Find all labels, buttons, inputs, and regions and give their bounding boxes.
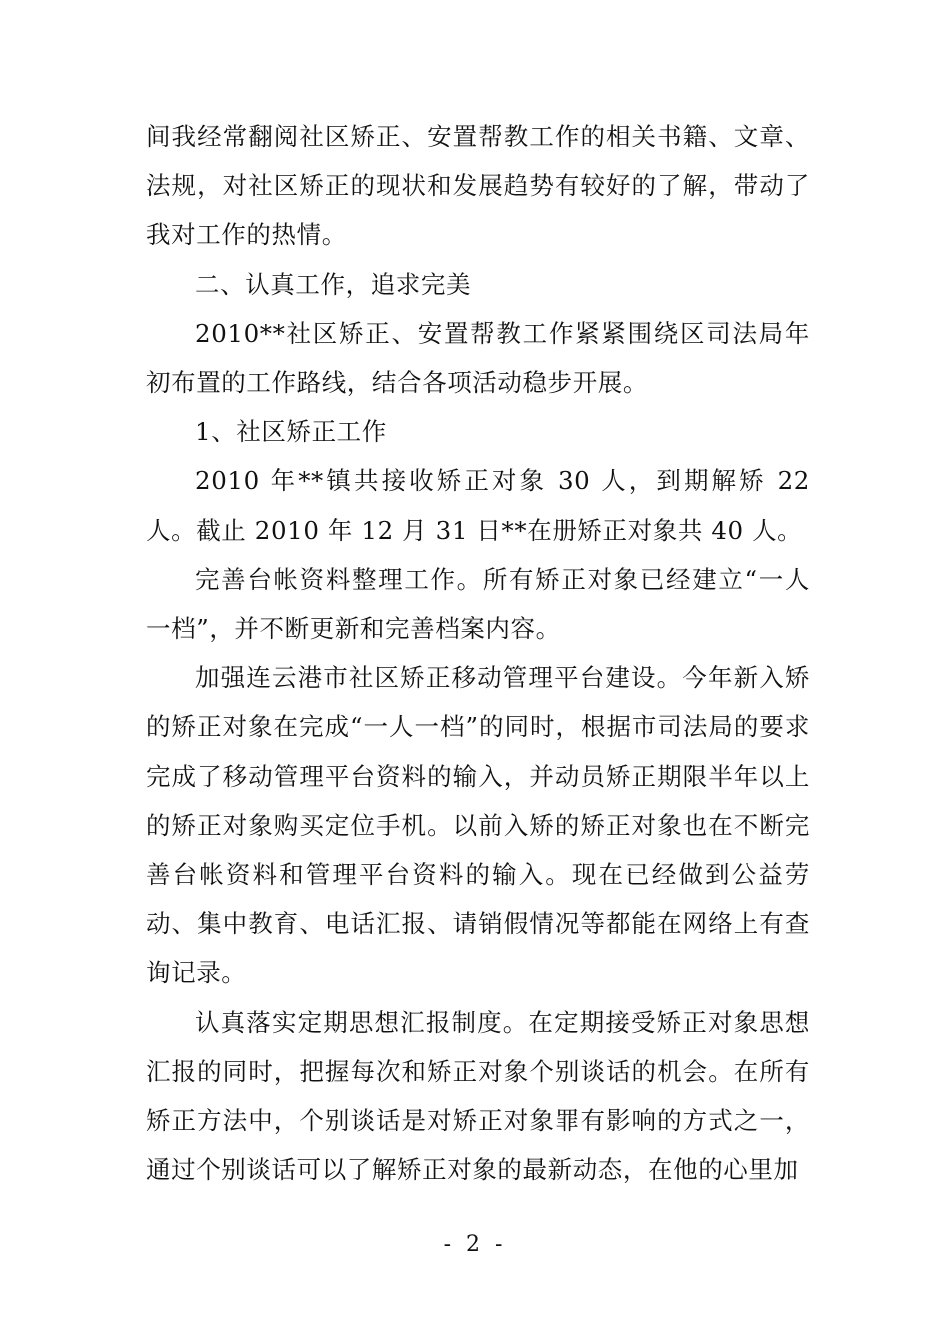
document-body (146, 112, 810, 1194)
page-number: - 2 - (443, 1232, 507, 1257)
paragraph-5: 2010 年**镇共接收矫正对象 30 人，到期解矫 22 人。截止 2010 年 12 月 31 日**在册矫正对象共 40 人。 (146, 466, 810, 545)
paragraph-3: 2010**社区矫正、安置帮教工作紧紧围绕区司法局年初布置的工作路线，结合各项活动稳步开展。 (146, 318, 810, 398)
subsection-heading-1: 1、社区矫正工作 (195, 417, 387, 447)
paragraph-7: 加强连云港市社区矫正移动管理平台建设。今年新入矫的矫正对象在完成“一人一档”的同时，根据市司法局的要求完成了移动管理平台资料的输入，并动员矫正期限半年以上的矫正对象购买定位手机。以前入矫的矫正对象也在不断完善台帐资料和管理平台资料的输入。现在已经做到公益劳动、集中教育、电话汇报、请销假情况等都能在网络上有查询记录。 (146, 663, 810, 988)
paragraph-6: 完善台帐资料整理工作。所有矫正对象已经建立“一人一档”，并不断更新和完善档案内容。 (146, 564, 810, 644)
paragraph-1: 间我经常翻阅社区矫正、安置帮教工作的相关书籍、文章、法规，对社区矫正的现状和发展趋势有较好的了解，带动了我对工作的热情。 (146, 122, 810, 250)
paragraph-8: 认真落实定期思想汇报制度。在定期接受矫正对象思想汇报的同时，把握每次和矫正对象个别谈话的机会。在所有矫正方法中，个别谈话是对矫正对象罪有影响的方式之一，通过个别谈话可以了解矫正对象的最新动态，在他的心里加 (146, 1007, 810, 1185)
section-heading-2: 二、认真工作，追求完美 (195, 269, 472, 299)
